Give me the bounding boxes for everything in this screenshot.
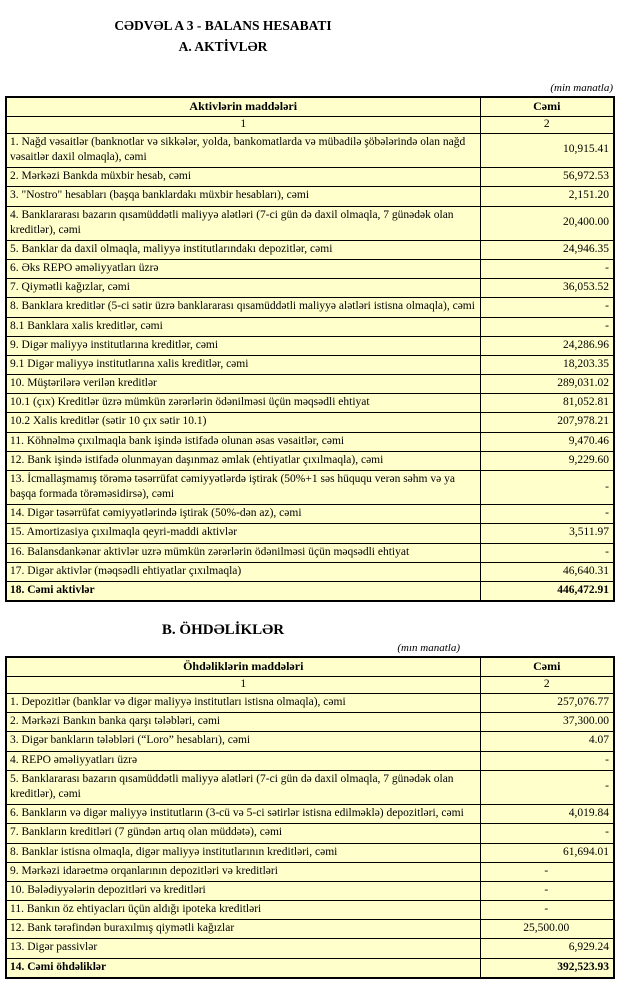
row-value: -: [480, 470, 614, 504]
row-value: 10,915.41: [480, 133, 614, 167]
row-label: 9. Digər maliyyə institutlarına kreditlər, cəmi: [6, 336, 480, 355]
row-label: 1. Nağd vəsaitlər (banknotlar və sikkələr, yolda, bankomatlarda və mübadilə şöbələrində olan nağd vəsaitlər daxil olmaqla), cəmi: [6, 133, 480, 167]
table-row: [6, 133, 614, 167]
row-label: 12. Bank işində istifadə olunmayan daşınmaz əmlak (ehtiyatlar çıxılmaqla), cəmi: [6, 451, 480, 470]
row-label: 11. Köhnəlmə çıxılmaqla bank işində istifadə olunan əsas vəsaitlər, cəmi: [6, 432, 480, 451]
row-label: 8. Banklar istisna olmaqla, digər maliyyə institutlarının kreditləri, cəmi: [6, 843, 480, 862]
row-value: 81,052.81: [480, 394, 614, 413]
row-label: 11. Bankın öz ehtiyacları üçün aldığı ipoteka kreditləri: [6, 901, 480, 920]
row-value: 207,978.21: [480, 413, 614, 432]
row-label: 15. Amortizasiya çıxılmaqla qeyri-maddi aktivlər: [6, 524, 480, 543]
table-row: [6, 939, 614, 958]
row-value: -: [480, 543, 614, 562]
assets-col-num-1: 1: [6, 116, 480, 133]
document-title: [5, 16, 441, 58]
table-row: [6, 524, 614, 543]
table-row: [6, 394, 614, 413]
table-row: [6, 920, 614, 939]
row-label: 8.1 Banklara xalis kreditlər, cəmi: [6, 317, 480, 336]
row-value: 24,286.96: [480, 336, 614, 355]
liabilities-table-body: [6, 694, 614, 978]
row-value: -: [480, 317, 614, 336]
row-label: 4. REPO əməliyyatları üzrə: [6, 751, 480, 770]
row-value: 46,640.31: [480, 562, 614, 581]
row-label: 2. Mərkəzi Bankın banka qarşı tələbləri, cəmi: [6, 713, 480, 732]
row-value: 24,946.35: [480, 240, 614, 259]
row-label: 3. "Nostro" hesabları (başqa banklardakı müxbir hesabları), cəmi: [6, 187, 480, 206]
row-value: 257,076.77: [480, 694, 614, 713]
unit-note-b: (mın manatla): [397, 642, 460, 655]
row-label: 6. Əks REPO əməliyyatları üzrə: [6, 260, 480, 279]
liabilities-header-value: Cəmi: [480, 657, 614, 676]
table-row: [6, 805, 614, 824]
unit-note-a: (min manatla): [550, 81, 613, 94]
row-value: 4.07: [480, 732, 614, 751]
row-value: 446,472.91: [480, 581, 614, 601]
table-row: [6, 770, 614, 804]
assets-col-num-2: 2: [480, 116, 614, 133]
row-label: 13. Digər passivlər: [6, 939, 480, 958]
row-value: -: [480, 862, 614, 881]
assets-column-number-row: [6, 116, 614, 133]
table-row: [6, 843, 614, 862]
row-value: -: [480, 751, 614, 770]
table-row: [6, 470, 614, 504]
table-row: [6, 543, 614, 562]
liabilities-col-num-2: 2: [480, 676, 614, 693]
row-value: 37,300.00: [480, 713, 614, 732]
row-value: 3,511.97: [480, 524, 614, 543]
assets-table-body: [6, 133, 614, 601]
row-value: 61,694.01: [480, 843, 614, 862]
row-value: 20,400.00: [480, 206, 614, 240]
row-value: 18,203.35: [480, 355, 614, 374]
total-row: [6, 581, 614, 601]
row-label: 10. Bələdiyyələrin depozitləri və kreditləri: [6, 881, 480, 900]
table-row: [6, 862, 614, 881]
table-row: [6, 901, 614, 920]
row-label: 10. Müştərilərə verilən kreditlər: [6, 375, 480, 394]
row-label: 7. Bankların kreditləri (7 gündən artıq olan müddətə), cəmi: [6, 824, 480, 843]
table-row: [6, 562, 614, 581]
row-value: 289,031.02: [480, 375, 614, 394]
row-value: 36,053.52: [480, 279, 614, 298]
assets-header-label: Aktivlərin maddələri: [6, 97, 480, 116]
row-label: 3. Digər bankların tələbləri (“Loro” hesabları), cəmi: [6, 732, 480, 751]
title-line-2: A. AKTİVLƏR: [178, 38, 268, 54]
row-label: 1. Depozitlər (banklar və digər maliyyə institutları istisna olmaqla), cəmi: [6, 694, 480, 713]
row-value: -: [480, 260, 614, 279]
row-label: 14. Digər təsərrüfat cəmiyyətlərində iştirak (50%-dən az), cəmi: [6, 505, 480, 524]
row-label: 10.2 Xalis kreditlər (sətir 10 çıx sətir 10.1): [6, 413, 480, 432]
row-value: 9,470.46: [480, 432, 614, 451]
liabilities-header-label: Öhdəliklərin maddələri: [6, 657, 480, 676]
row-label: 5. Banklar da daxil olmaqla, maliyyə institutlarındakı depozitlər, cəmi: [6, 240, 480, 259]
total-row: [6, 958, 614, 978]
row-label: 13. İcmallaşmamış törəmə təsərrüfat cəmiyyətlərdə iştirak (50%+1 səs hüququ verən səhm və ya başqa formada törəməsidirsə), cəmi: [6, 470, 480, 504]
liabilities-col-num-1: 1: [6, 676, 480, 693]
row-label: 8. Banklara kreditlər (5-ci sətir üzrə banklararası qısamüddətli maliyyə alətləri istisna olmaqla), cəmi: [6, 298, 480, 317]
row-label: 9.1 Digər maliyyə institutlarına xalis kreditlər, cəmi: [6, 355, 480, 374]
row-label: 12. Bank tərəfindən buraxılmış qiymətli kağızlar: [6, 920, 480, 939]
table-row: [6, 413, 614, 432]
table-row: [6, 432, 614, 451]
row-label: 2. Mərkəzi Bankda müxbir hesab, cəmi: [6, 168, 480, 187]
title-line-1: CƏDVƏL A 3 - BALANS HESABATI: [114, 18, 332, 33]
row-value: 25,500.00: [480, 920, 614, 939]
table-row: [6, 505, 614, 524]
table-row: [6, 168, 614, 187]
row-label: 6. Bankların və digər maliyyə institutların (3-cü və 5-ci sətirlər istisna edilməklə) depozitləri, cəmi: [6, 805, 480, 824]
table-row: [6, 732, 614, 751]
row-value: -: [480, 881, 614, 900]
table-row: [6, 206, 614, 240]
row-value: 4,019.84: [480, 805, 614, 824]
table-row: [6, 317, 614, 336]
row-label: 10.1 (çıx) Kreditlər üzrə mümkün zərərlərin ödənilməsi üçün məqsədli ehtiyat: [6, 394, 480, 413]
table-row: [6, 824, 614, 843]
row-label: 16. Balansdankənar aktivlər uzrə mümkün zərərlərin ödənilməsi üçün məqsədli ehtiyat: [6, 543, 480, 562]
assets-header-row: [6, 97, 614, 116]
row-label: 5. Banklararası bazarın qısamüddətli maliyyə alətləri (7-ci gün də daxil olmaqla, 7 günədək olan kreditlər), cəmi: [6, 770, 480, 804]
row-value: -: [480, 770, 614, 804]
row-label: 7. Qiymətli kağızlar, cəmi: [6, 279, 480, 298]
row-label: 9. Mərkəzi idarəetmə orqanlarının depozitləri və kreditləri: [6, 862, 480, 881]
row-label: 4. Banklararası bazarın qısamüddətli maliyyə alətləri (7-ci gün də daxil olmaqla, 7 günədək olan kreditlər), cəmi: [6, 206, 480, 240]
row-value: -: [480, 824, 614, 843]
section-b-title: B. ÖHDƏLİKLƏR: [161, 622, 285, 639]
table-row: [6, 336, 614, 355]
row-value: -: [480, 505, 614, 524]
row-label: 14. Cəmi öhdəliklər: [6, 958, 480, 978]
table-row: [6, 187, 614, 206]
table-row: [6, 694, 614, 713]
liabilities-header-row: [6, 657, 614, 676]
assets-header-value: Cəmi: [480, 97, 614, 116]
liabilities-table: [5, 656, 615, 979]
row-value: -: [480, 298, 614, 317]
table-row: [6, 240, 614, 259]
row-value: 9,229.60: [480, 451, 614, 470]
row-value: 6,929.24: [480, 939, 614, 958]
table-row: [6, 279, 614, 298]
row-label: 18. Cəmi aktivlər: [6, 581, 480, 601]
row-value: 392,523.93: [480, 958, 614, 978]
table-row: [6, 751, 614, 770]
table-row: [6, 713, 614, 732]
row-value: 2,151.20: [480, 187, 614, 206]
row-label: 17. Digər aktivlər (məqsədli ehtiyatlar çıxılmaqla): [6, 562, 480, 581]
table-row: [6, 451, 614, 470]
table-row: [6, 298, 614, 317]
table-row: [6, 260, 614, 279]
assets-table: [5, 96, 615, 602]
liabilities-column-number-row: [6, 676, 614, 693]
table-row: [6, 355, 614, 374]
table-row: [6, 375, 614, 394]
row-value: 56,972.53: [480, 168, 614, 187]
table-row: [6, 881, 614, 900]
row-value: -: [480, 901, 614, 920]
